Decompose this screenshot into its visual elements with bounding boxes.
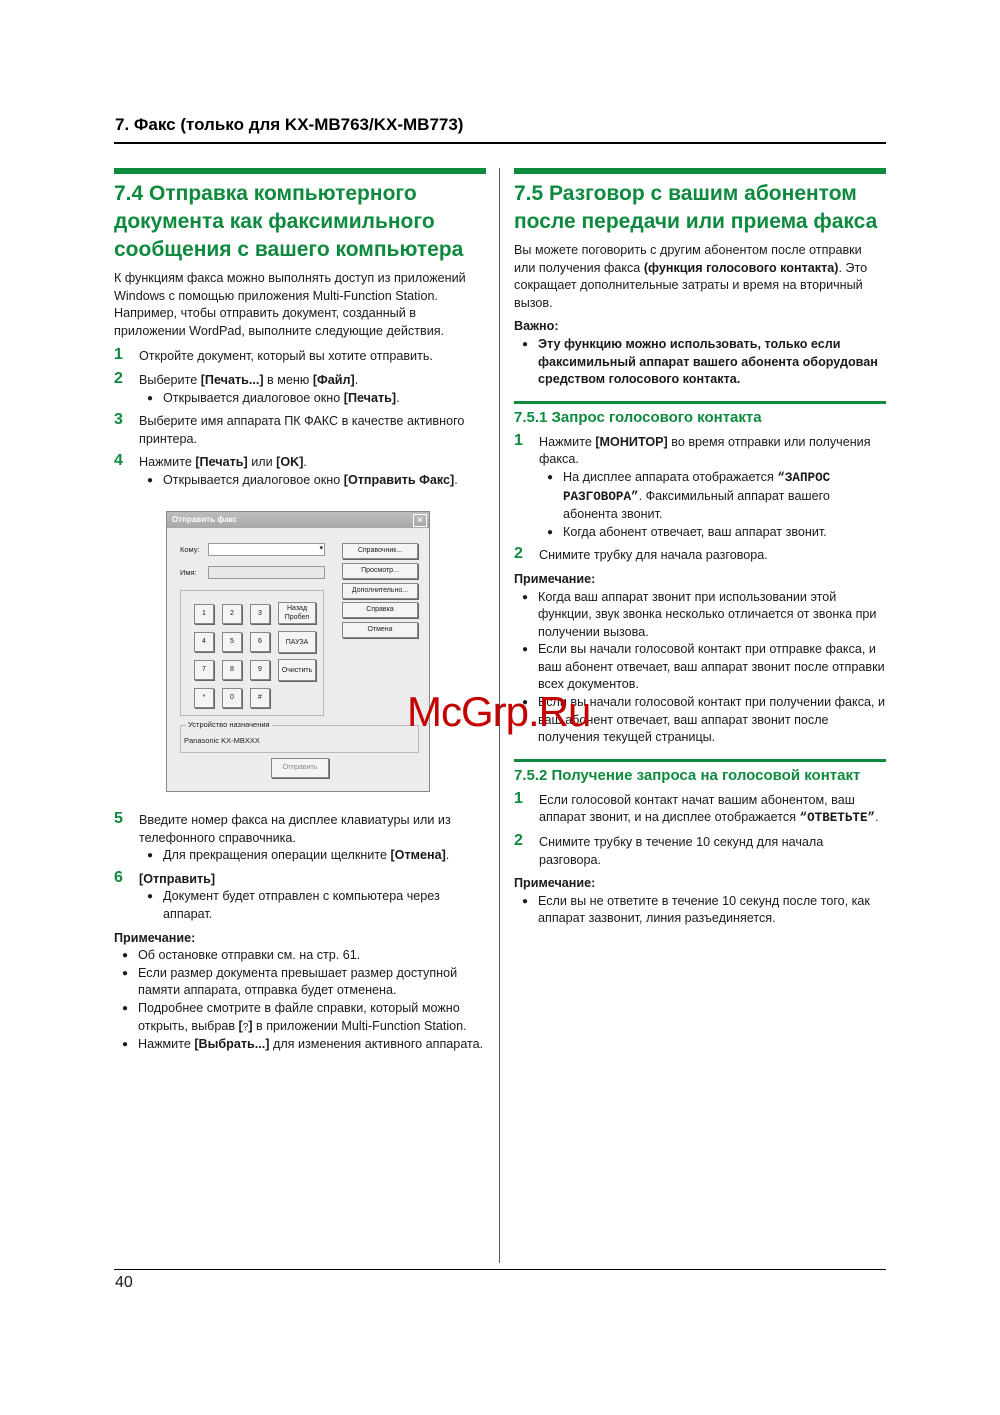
subsection-title-7-5-2: 7.5.2 Получение запроса на голосовой контакт [514, 766, 861, 784]
s1-step-2: 2 Снимите трубку для начала разговора. [514, 545, 768, 563]
section-title-7-5: 7.5 Разговор с вашим абонентом после передачи или приема факса [514, 182, 878, 233]
help-icon: ? [242, 1021, 249, 1033]
s1-note-3: ● Если вы начали голосовой контакт при получении факса, и ваш абонент отвечает, ваш аппарат звонит после получения текущей страницы. [514, 694, 886, 747]
key-hash[interactable]: # [250, 688, 270, 708]
intro-text: К функциям факса можно выполнять доступ из приложений Windows с помощью приложения Multi-Function Station. Например, чтобы отправить документ, созданный в приложении WordPad, выполните следующие действия. [114, 271, 466, 338]
s1-step-1-sub-1: ● На дисплее аппарата отображается “ЗАПРОС РАЗГОВОРА”. Факсимильный аппарат вашего абонента звонит. [539, 469, 886, 524]
left-column-lower [114, 806, 484, 1054]
more-button[interactable]: Дополнительно... [342, 583, 418, 599]
watermark: McGrp.Ru [407, 688, 591, 735]
s1-note-1: ● Когда ваш аппарат звонит при использовании этой функции, звук звонка несколько отличается от звонка при получении вызова. [514, 589, 886, 642]
right-intro: Вы можете поговорить с другим абонентом после отправки или получения факса (функция голосового контакта). Это сокращает дополнительные затраты и время на вторичный вызов. [514, 243, 868, 310]
step-5: 5 Введите номер факса на дисплее клавиатуры или из телефонного справочника. ● Для прекращения операции щелкните [Отмена]. [114, 812, 484, 865]
key-redial[interactable]: Назад Пробел [278, 602, 316, 624]
name-input[interactable] [208, 566, 325, 579]
subsection-title-7-5-1: 7.5.1 Запрос голосового контакта [514, 408, 762, 426]
s2-note-1: ● Если вы не ответите в течение 10 секунд после того, как аппарат зазвонит, линия разъединяется. [514, 893, 886, 928]
close-icon[interactable]: ✕ [413, 514, 427, 527]
left-section-bar [114, 168, 486, 174]
dialog-title: Отправить факс [172, 515, 237, 524]
page-number: 40 [115, 1274, 133, 1291]
key-clear[interactable]: Очистить [278, 659, 316, 681]
step-4: 4 Нажмите [Печать] или [OK]. ● Открывается диалоговое окно [Отправить Факс]. [114, 454, 484, 489]
note-title-right-1: Примечание: [514, 571, 596, 586]
dialog-title-bar [167, 512, 429, 528]
key-5[interactable]: 5 [222, 632, 242, 652]
key-pause[interactable]: ПАУЗА [278, 631, 316, 653]
key-8[interactable]: 8 [222, 660, 242, 680]
note-title-right-2: Примечание: [514, 876, 596, 891]
note-title-left: Примечание: [114, 930, 196, 945]
chevron-down-icon[interactable]: ▾ [319, 545, 323, 552]
important-title: Важно: [514, 319, 559, 334]
step-6: 6 [Отправить] ● Документ будет отправлен с компьютера через аппарат. [114, 871, 484, 924]
step-2: 2 Выберите [Печать...] в меню [Файл]. ● Открывается диалоговое окно [Печать]. [114, 372, 484, 407]
key-2[interactable]: 2 [222, 604, 242, 624]
destination-label: Устройство назначения [188, 720, 270, 729]
footer-rule [114, 1269, 886, 1270]
note-left-2: ● Если размер документа превышает размер доступной памяти аппарата, отправка будет отменена. [114, 965, 484, 1000]
name-label: Имя: [180, 568, 197, 577]
header-rule [114, 142, 886, 144]
section-title-7-4: 7.4 Отправка компьютерного документа как факсимильного сообщения с вашего компьютера [114, 182, 464, 261]
phonebook-button[interactable]: Справочник... [342, 543, 418, 559]
key-6[interactable]: 6 [250, 632, 270, 652]
important-text: ● Эту функцию можно использовать, только если факсимильный аппарат вашего абонента оборудован средством голосового контакта. [514, 336, 886, 389]
help-button[interactable]: Справка [342, 602, 418, 618]
key-7[interactable]: 7 [194, 660, 214, 680]
step-1: 1 Откройте документ, который вы хотите отправить. [114, 346, 433, 364]
s1-note-2: ● Если вы начали голосовой контакт при отправке факса, и ваш абонент отвечает, ваш аппарат звонит после отправки всех документов. [514, 641, 886, 694]
cancel-button[interactable]: Отмена [342, 622, 418, 638]
to-combo[interactable] [208, 543, 325, 556]
preview-button[interactable]: Просмотр... [342, 563, 418, 579]
s1-step-1-sub-2: ● Когда абонент отвечает, ваш аппарат звонит. [539, 524, 886, 542]
send-fax-dialog [166, 511, 430, 792]
step-5-sub: ● Для прекращения операции щелкните [Отмена]. [139, 847, 484, 865]
subsection-rule-2 [514, 759, 886, 762]
note-left-3: ● Подробнее смотрите в файле справки, который можно открыть, выбрав [?] в приложении Multi-Function Station. [114, 1000, 484, 1036]
key-0[interactable]: 0 [222, 688, 242, 708]
subsection-rule-1 [514, 401, 886, 404]
send-button[interactable]: Отправить [271, 758, 329, 778]
left-column [114, 180, 484, 490]
destination-value: Panasonic KX-MBXXX [184, 736, 260, 745]
note-left-1: ● Об остановке отправки см. на стр. 61. [114, 947, 484, 965]
key-3[interactable]: 3 [250, 604, 270, 624]
chapter-title: 7. Факс (только для KX-MB763/KX-MB773) [115, 115, 464, 134]
key-9[interactable]: 9 [250, 660, 270, 680]
note-left-4: ● Нажмите [Выбрать...] для изменения активного аппарата. [114, 1036, 484, 1054]
right-column [514, 180, 886, 928]
step-6-sub: ● Документ будет отправлен с компьютера через аппарат. [139, 888, 484, 923]
to-label: Кому: [180, 545, 200, 554]
key-4[interactable]: 4 [194, 632, 214, 652]
key-1[interactable]: 1 [194, 604, 214, 624]
step-3: 3 Выберите имя аппарата ПК ФАКС в качестве активного принтера. [114, 411, 465, 446]
right-section-bar [514, 168, 886, 174]
step-4-sub: ● Открывается диалоговое окно [Отправить Факс]. [139, 472, 484, 490]
s1-step-1: 1 Нажмите [МОНИТОР] во время отправки или получения факса. ● На дисплее аппарата отображается “ЗАПРОС РАЗГОВОРА”. Факсимильный аппарат вашего абонента звонит. ● Когда абонент отвечает, ваш аппарат звонит. [514, 434, 886, 542]
key-star[interactable]: * [194, 688, 214, 708]
s2-step-1: 1 Если голосовой контакт начат вашим абонентом, ваш аппарат звонит, и на дисплее отображается “ОТВЕТЬТЕ”. [514, 789, 879, 826]
s2-step-2: 2 Снимите трубку в течение 10 секунд для начала разговора. [514, 832, 824, 867]
step-2-sub: ● Открывается диалоговое окно [Печать]. [139, 390, 484, 408]
